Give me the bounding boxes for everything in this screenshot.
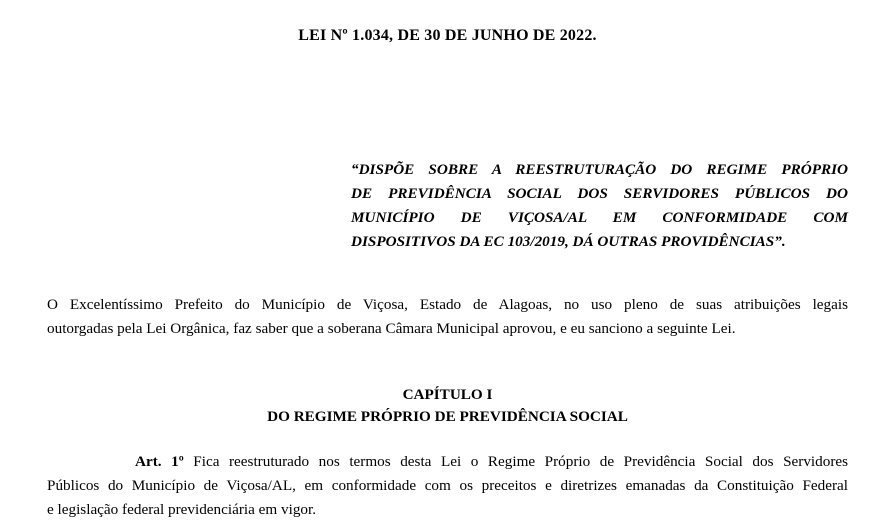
- preamble-line: O Excelentíssimo Prefeito do Município de Viçosa, Estado de Alagoas, no uso pleno de suas atribuições legais: [47, 296, 848, 313]
- chapter-title: DO REGIME PRÓPRIO DE PREVIDÊNCIA SOCIAL: [267, 408, 628, 425]
- law-title: LEI Nº 1.034, DE 30 DE JUNHO DE 2022.: [298, 27, 597, 44]
- ementa-line: DISPOSITIVOS DA EC 103/2019, DÁ OUTRAS PROVIDÊNCIAS”.: [351, 233, 786, 250]
- article-line: [47, 450, 848, 474]
- preamble-paragraph: [47, 293, 848, 341]
- article-line: e legislação federal previdenciária em vigor.: [47, 501, 317, 518]
- ementa-line: “DISPÕE SOBRE A REESTRUTURAÇÃO DO REGIME PRÓPRIO: [351, 161, 848, 178]
- article-line: Públicos do Município de Viçosa/AL, em conformidade com os preceitos e diretrizes emanadas da Constituição Federal: [47, 477, 848, 494]
- chapter-heading: [0, 384, 895, 428]
- law-ementa: [351, 158, 848, 254]
- article-1: [47, 450, 848, 522]
- article-label: Art. 1º: [135, 453, 184, 470]
- preamble-line: outorgadas pela Lei Orgânica, faz saber que a soberana Câmara Municipal aprovou, e eu sanciono a seguinte Lei.: [47, 320, 736, 337]
- ementa-line: DE PREVIDÊNCIA SOCIAL DOS SERVIDORES PÚBLICOS DO: [351, 185, 848, 202]
- chapter-number: CAPÍTULO I: [402, 386, 493, 403]
- ementa-line: MUNICÍPIO DE VIÇOSA/AL EM CONFORMIDADE COM: [351, 209, 848, 226]
- article-text: Fica reestruturado nos termos desta Lei o Regime Próprio de Previdência Social dos Servidores: [193, 453, 849, 470]
